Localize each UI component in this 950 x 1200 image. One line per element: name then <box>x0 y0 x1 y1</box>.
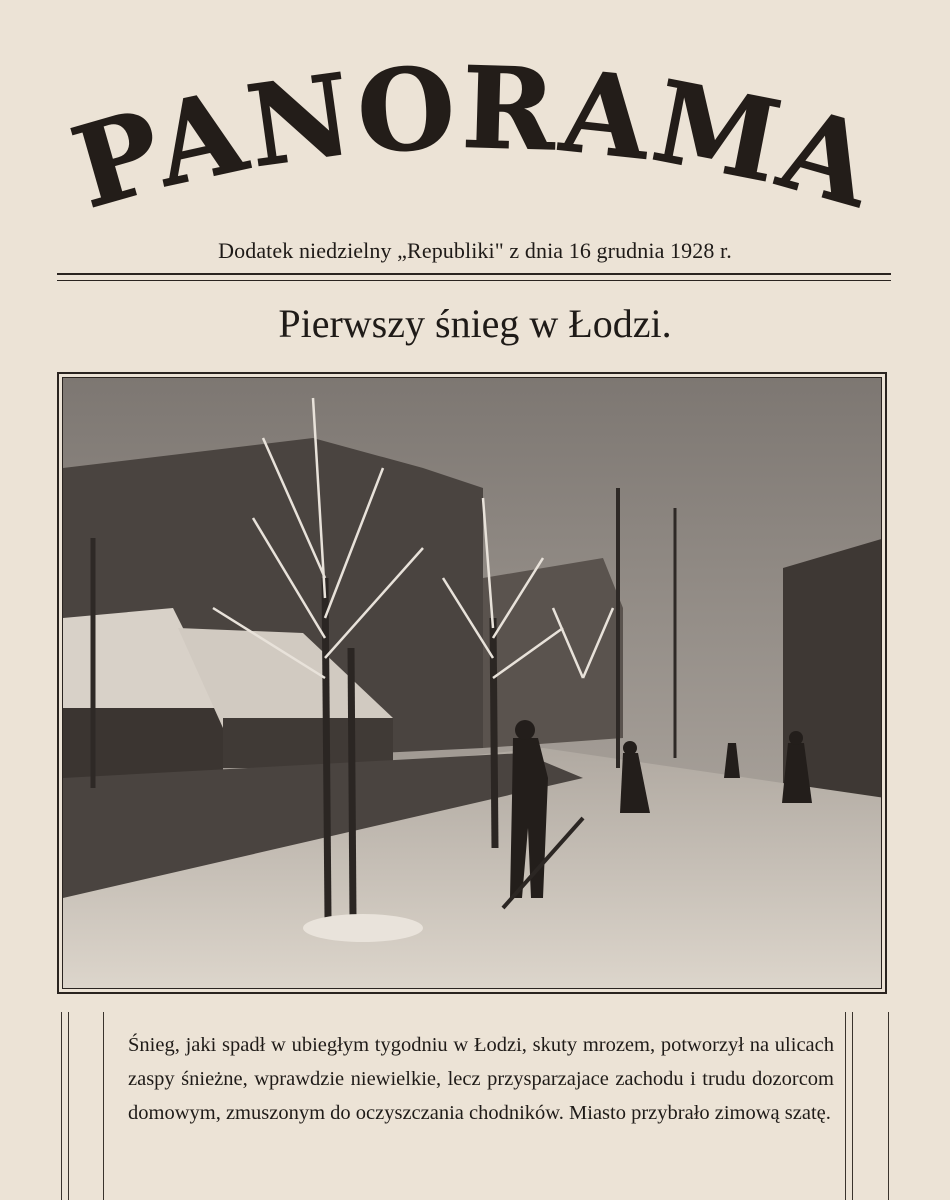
masthead <box>40 40 910 240</box>
illustration-frame <box>57 372 887 994</box>
column-rule <box>852 1012 853 1200</box>
issue-subtitle: Dodatek niedzielny „Republiki" z dnia 16 grudnia 1928 r. <box>218 238 732 263</box>
divider <box>57 273 891 275</box>
illustration-snowy-street <box>63 378 882 989</box>
column-rule <box>845 1012 846 1200</box>
svg-text:PANORAMA <box>60 43 890 235</box>
masthead-logo <box>40 40 910 240</box>
column-rule <box>61 1012 62 1200</box>
column-rule <box>888 1012 889 1200</box>
headline: Pierwszy śnieg w Łodzi. <box>278 301 672 346</box>
column-rule <box>68 1012 69 1200</box>
divider <box>57 280 891 281</box>
column-rule <box>103 1012 104 1200</box>
article-caption: Śnieg, jaki spadł w ubiegłym tygodniu w Łodzi, skuty mrozem, potworzył na ulicach zaspy śnieżne, wprawdzie niewielkie, lecz przysparzajace zachodu i trudu dozorcom domowym, zmuszonym do oczyszczania chodników. Miasto przybrało zimową szatę. <box>128 1034 834 1124</box>
masthead-title: PANORAMA <box>59 42 890 235</box>
